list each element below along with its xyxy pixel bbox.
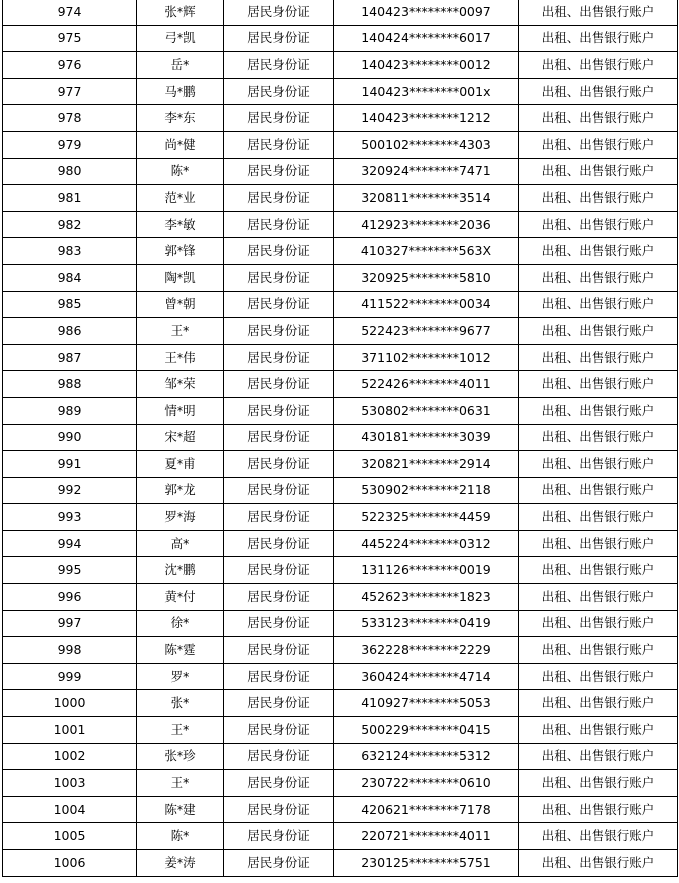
reason-cell: 出租、出售银行账户 [519, 690, 678, 717]
records-table [2, 0, 678, 877]
table-row [3, 451, 678, 478]
name-cell: 夏*甫 [137, 451, 224, 478]
table-row [3, 796, 678, 823]
id-type-cell: 居民身份证 [224, 504, 334, 531]
id-number-cell: 452623********1823 [334, 584, 519, 611]
reason-cell: 出租、出售银行账户 [519, 291, 678, 318]
table-row [3, 185, 678, 212]
reason-cell: 出租、出售银行账户 [519, 0, 678, 25]
table-row [3, 344, 678, 371]
id-number-cell: 320821********2914 [334, 451, 519, 478]
table-row [3, 477, 678, 504]
row-number-cell: 1006 [3, 850, 137, 877]
row-number-cell: 980 [3, 158, 137, 185]
name-cell: 罗*海 [137, 504, 224, 531]
table-row [3, 371, 678, 398]
reason-cell: 出租、出售银行账户 [519, 344, 678, 371]
name-cell: 张*辉 [137, 0, 224, 25]
table-row [3, 0, 678, 25]
row-number-cell: 989 [3, 397, 137, 424]
name-cell: 弓*凯 [137, 25, 224, 52]
table-row [3, 823, 678, 850]
reason-cell: 出租、出售银行账户 [519, 424, 678, 451]
id-number-cell: 362228********2229 [334, 637, 519, 664]
id-number-cell: 140423********001x [334, 78, 519, 105]
id-type-cell: 居民身份证 [224, 477, 334, 504]
id-type-cell: 居民身份证 [224, 530, 334, 557]
reason-cell: 出租、出售银行账户 [519, 105, 678, 132]
reason-cell: 出租、出售银行账户 [519, 504, 678, 531]
table-row [3, 291, 678, 318]
id-number-cell: 632124********5312 [334, 743, 519, 770]
reason-cell: 出租、出售银行账户 [519, 610, 678, 637]
id-type-cell: 居民身份证 [224, 663, 334, 690]
id-number-cell: 320924********7471 [334, 158, 519, 185]
id-type-cell: 居民身份证 [224, 185, 334, 212]
row-number-cell: 1004 [3, 796, 137, 823]
id-type-cell: 居民身份证 [224, 0, 334, 25]
reason-cell: 出租、出售银行账户 [519, 238, 678, 265]
name-cell: 沈*鹏 [137, 557, 224, 584]
row-number-cell: 991 [3, 451, 137, 478]
name-cell: 陈* [137, 158, 224, 185]
name-cell: 马*鹏 [137, 78, 224, 105]
reason-cell: 出租、出售银行账户 [519, 25, 678, 52]
id-number-cell: 230722********0610 [334, 770, 519, 797]
id-type-cell: 居民身份证 [224, 823, 334, 850]
table-row [3, 770, 678, 797]
id-type-cell: 居民身份证 [224, 690, 334, 717]
reason-cell: 出租、出售银行账户 [519, 185, 678, 212]
reason-cell: 出租、出售银行账户 [519, 823, 678, 850]
id-type-cell: 居民身份证 [224, 238, 334, 265]
name-cell: 王* [137, 770, 224, 797]
reason-cell: 出租、出售银行账户 [519, 371, 678, 398]
row-number-cell: 984 [3, 264, 137, 291]
reason-cell: 出租、出售银行账户 [519, 477, 678, 504]
id-number-cell: 410327********563X [334, 238, 519, 265]
row-number-cell: 983 [3, 238, 137, 265]
id-type-cell: 居民身份证 [224, 424, 334, 451]
name-cell: 李*敏 [137, 211, 224, 238]
name-cell: 尚*健 [137, 131, 224, 158]
reason-cell: 出租、出售银行账户 [519, 796, 678, 823]
id-number-cell: 420621********7178 [334, 796, 519, 823]
id-type-cell: 居民身份证 [224, 796, 334, 823]
id-number-cell: 360424********4714 [334, 663, 519, 690]
table-row [3, 637, 678, 664]
row-number-cell: 994 [3, 530, 137, 557]
name-cell: 罗* [137, 663, 224, 690]
name-cell: 王* [137, 318, 224, 345]
id-type-cell: 居民身份证 [224, 743, 334, 770]
row-number-cell: 987 [3, 344, 137, 371]
row-number-cell: 992 [3, 477, 137, 504]
id-number-cell: 230125********5751 [334, 850, 519, 877]
id-type-cell: 居民身份证 [224, 610, 334, 637]
reason-cell: 出租、出售银行账户 [519, 264, 678, 291]
table-row [3, 105, 678, 132]
id-number-cell: 530902********2118 [334, 477, 519, 504]
name-cell: 李*东 [137, 105, 224, 132]
row-number-cell: 1001 [3, 717, 137, 744]
id-number-cell: 500102********4303 [334, 131, 519, 158]
reason-cell: 出租、出售银行账户 [519, 557, 678, 584]
row-number-cell: 995 [3, 557, 137, 584]
table-row [3, 610, 678, 637]
id-number-cell: 500229********0415 [334, 717, 519, 744]
table-row [3, 530, 678, 557]
row-number-cell: 1000 [3, 690, 137, 717]
row-number-cell: 988 [3, 371, 137, 398]
name-cell: 张* [137, 690, 224, 717]
reason-cell: 出租、出售银行账户 [519, 397, 678, 424]
table-row [3, 318, 678, 345]
name-cell: 陈*建 [137, 796, 224, 823]
id-type-cell: 居民身份证 [224, 557, 334, 584]
name-cell: 黄*付 [137, 584, 224, 611]
name-cell: 姜*涛 [137, 850, 224, 877]
name-cell: 张*珍 [137, 743, 224, 770]
id-type-cell: 居民身份证 [224, 637, 334, 664]
name-cell: 高* [137, 530, 224, 557]
row-number-cell: 999 [3, 663, 137, 690]
row-number-cell: 1003 [3, 770, 137, 797]
table-row [3, 131, 678, 158]
reason-cell: 出租、出售银行账户 [519, 211, 678, 238]
id-number-cell: 320925********5810 [334, 264, 519, 291]
table-row [3, 690, 678, 717]
name-cell: 情*明 [137, 397, 224, 424]
row-number-cell: 990 [3, 424, 137, 451]
id-number-cell: 140424********6017 [334, 25, 519, 52]
row-number-cell: 998 [3, 637, 137, 664]
row-number-cell: 979 [3, 131, 137, 158]
id-number-cell: 533123********0419 [334, 610, 519, 637]
id-type-cell: 居民身份证 [224, 25, 334, 52]
reason-cell: 出租、出售银行账户 [519, 770, 678, 797]
id-number-cell: 412923********2036 [334, 211, 519, 238]
table-row [3, 397, 678, 424]
id-type-cell: 居民身份证 [224, 211, 334, 238]
name-cell: 范*业 [137, 185, 224, 212]
row-number-cell: 976 [3, 52, 137, 79]
reason-cell: 出租、出售银行账户 [519, 584, 678, 611]
reason-cell: 出租、出售银行账户 [519, 663, 678, 690]
id-type-cell: 居民身份证 [224, 344, 334, 371]
row-number-cell: 1005 [3, 823, 137, 850]
id-number-cell: 411522********0034 [334, 291, 519, 318]
name-cell: 宋*超 [137, 424, 224, 451]
table-row [3, 743, 678, 770]
table-row [3, 238, 678, 265]
table-row [3, 211, 678, 238]
name-cell: 郭*锋 [137, 238, 224, 265]
name-cell: 郭*龙 [137, 477, 224, 504]
row-number-cell: 975 [3, 25, 137, 52]
row-number-cell: 985 [3, 291, 137, 318]
reason-cell: 出租、出售银行账户 [519, 158, 678, 185]
id-type-cell: 居民身份证 [224, 584, 334, 611]
id-type-cell: 居民身份证 [224, 131, 334, 158]
table-row [3, 264, 678, 291]
id-number-cell: 131126********0019 [334, 557, 519, 584]
id-number-cell: 430181********3039 [334, 424, 519, 451]
row-number-cell: 977 [3, 78, 137, 105]
name-cell: 陈* [137, 823, 224, 850]
reason-cell: 出租、出售银行账户 [519, 131, 678, 158]
id-number-cell: 140423********0012 [334, 52, 519, 79]
row-number-cell: 978 [3, 105, 137, 132]
id-type-cell: 居民身份证 [224, 264, 334, 291]
table-row [3, 52, 678, 79]
name-cell: 陶*凯 [137, 264, 224, 291]
table-row [3, 584, 678, 611]
reason-cell: 出租、出售银行账户 [519, 318, 678, 345]
row-number-cell: 1002 [3, 743, 137, 770]
name-cell: 岳* [137, 52, 224, 79]
id-type-cell: 居民身份证 [224, 158, 334, 185]
reason-cell: 出租、出售银行账户 [519, 52, 678, 79]
id-number-cell: 410927********5053 [334, 690, 519, 717]
id-type-cell: 居民身份证 [224, 78, 334, 105]
name-cell: 徐* [137, 610, 224, 637]
id-type-cell: 居民身份证 [224, 397, 334, 424]
id-type-cell: 居民身份证 [224, 717, 334, 744]
table-row [3, 158, 678, 185]
row-number-cell: 996 [3, 584, 137, 611]
name-cell: 王* [137, 717, 224, 744]
name-cell: 曾*朝 [137, 291, 224, 318]
reason-cell: 出租、出售银行账户 [519, 530, 678, 557]
id-number-cell: 140423********1212 [334, 105, 519, 132]
id-number-cell: 522423********9677 [334, 318, 519, 345]
id-number-cell: 522325********4459 [334, 504, 519, 531]
name-cell: 王*伟 [137, 344, 224, 371]
id-number-cell: 522426********4011 [334, 371, 519, 398]
row-number-cell: 997 [3, 610, 137, 637]
reason-cell: 出租、出售银行账户 [519, 717, 678, 744]
table-row [3, 424, 678, 451]
table-row [3, 504, 678, 531]
id-type-cell: 居民身份证 [224, 850, 334, 877]
reason-cell: 出租、出售银行账户 [519, 850, 678, 877]
reason-cell: 出租、出售银行账户 [519, 743, 678, 770]
row-number-cell: 981 [3, 185, 137, 212]
reason-cell: 出租、出售银行账户 [519, 637, 678, 664]
reason-cell: 出租、出售银行账户 [519, 78, 678, 105]
name-cell: 邹*荣 [137, 371, 224, 398]
id-type-cell: 居民身份证 [224, 371, 334, 398]
table-row [3, 717, 678, 744]
table-row [3, 850, 678, 877]
table-row [3, 557, 678, 584]
id-type-cell: 居民身份证 [224, 451, 334, 478]
reason-cell: 出租、出售银行账户 [519, 451, 678, 478]
row-number-cell: 974 [3, 0, 137, 25]
records-table-body [3, 0, 678, 876]
id-number-cell: 445224********0312 [334, 530, 519, 557]
id-type-cell: 居民身份证 [224, 52, 334, 79]
id-number-cell: 220721********4011 [334, 823, 519, 850]
name-cell: 陈*霆 [137, 637, 224, 664]
table-row [3, 663, 678, 690]
table-row [3, 25, 678, 52]
id-type-cell: 居民身份证 [224, 105, 334, 132]
id-type-cell: 居民身份证 [224, 318, 334, 345]
row-number-cell: 982 [3, 211, 137, 238]
id-number-cell: 320811********3514 [334, 185, 519, 212]
id-type-cell: 居民身份证 [224, 291, 334, 318]
row-number-cell: 986 [3, 318, 137, 345]
id-number-cell: 140423********0097 [334, 0, 519, 25]
id-number-cell: 371102********1012 [334, 344, 519, 371]
table-row [3, 78, 678, 105]
id-number-cell: 530802********0631 [334, 397, 519, 424]
id-type-cell: 居民身份证 [224, 770, 334, 797]
row-number-cell: 993 [3, 504, 137, 531]
